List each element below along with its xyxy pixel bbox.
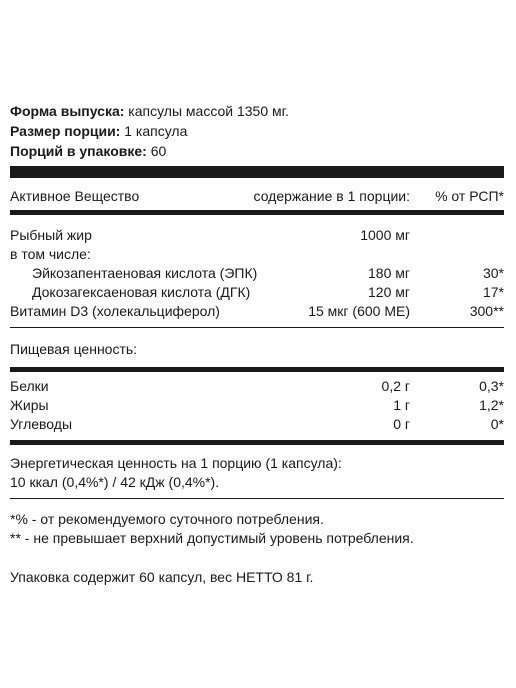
col-content: содержание в 1 порции: (253, 188, 410, 204)
table-row (10, 283, 504, 301)
thick-divider (10, 166, 504, 178)
col-substance: Активное Вещество (10, 188, 140, 204)
servings-label: Порций в упаковке: (10, 143, 147, 159)
energy-divider (10, 440, 504, 445)
col-rsp: % от РСП* (435, 188, 504, 204)
energy-line-2: 10 ккал (0,4%*) / 42 кДж (0,4%*). (10, 474, 220, 490)
row-name: Белки (10, 378, 49, 394)
servings-value: 60 (146, 143, 167, 159)
nutrition-divider (10, 367, 504, 372)
header-divider (10, 210, 504, 215)
form-label: Форма выпуска: (10, 103, 125, 119)
footnote-1: *% - от рекомендуемого суточного потребления. (10, 511, 324, 527)
thin-divider (10, 327, 504, 328)
row-amount: 15 мкг (600 МЕ) (308, 303, 410, 319)
row-amount: 1000 мг (360, 227, 410, 243)
energy-line-1: Энергетическая ценность на 1 порцию (1 капсула): (10, 455, 342, 471)
row-name: Докозагексаеновая кислота (ДГК) (32, 284, 251, 300)
row-name: Рыбный жир (10, 227, 92, 243)
row-name: в том числе: (10, 246, 91, 262)
serving-value: 1 капсула (120, 123, 188, 139)
table-row (10, 415, 504, 433)
serving-line (10, 122, 187, 140)
row-amount: 0 г (393, 416, 410, 432)
form-value: капсулы массой 1350 мг. (124, 103, 289, 119)
table-header (10, 187, 504, 205)
row-rsp: 1,2* (479, 397, 504, 413)
nutrition-title (10, 340, 504, 358)
serving-label: Размер порции: (10, 123, 121, 139)
table-row (10, 396, 504, 414)
row-name: Жиры (10, 397, 49, 413)
form-line (10, 102, 289, 120)
package-info: Упаковка содержит 60 капсул, вес НЕТТО 81 г. (10, 569, 314, 585)
table-row (10, 264, 504, 282)
row-amount: 1 г (393, 397, 410, 413)
row-rsp: 0,3* (479, 378, 504, 394)
row-rsp: 0* (490, 416, 504, 432)
table-row (10, 245, 504, 263)
table-row (10, 377, 504, 395)
row-name: Эйкозапентаеновая кислота (ЭПК) (32, 265, 258, 281)
nutrition-title-text: Пищевая ценность: (10, 341, 138, 357)
row-amount: 180 мг (368, 265, 410, 281)
table-row (10, 226, 504, 244)
servings-line (10, 142, 166, 160)
row-rsp: 30* (482, 265, 504, 281)
row-amount: 120 мг (368, 284, 410, 300)
row-rsp: 17* (482, 284, 504, 300)
footnote-2: ** - не превышает верхний допустимый уровень потребления. (10, 530, 414, 546)
row-name: Витамин D3 (холекальциферол) (10, 303, 220, 319)
row-amount: 0,2 г (381, 378, 410, 394)
footnote-divider (10, 498, 504, 499)
row-rsp: 300** (469, 303, 504, 319)
row-name: Углеводы (10, 416, 73, 432)
table-row (10, 302, 504, 320)
